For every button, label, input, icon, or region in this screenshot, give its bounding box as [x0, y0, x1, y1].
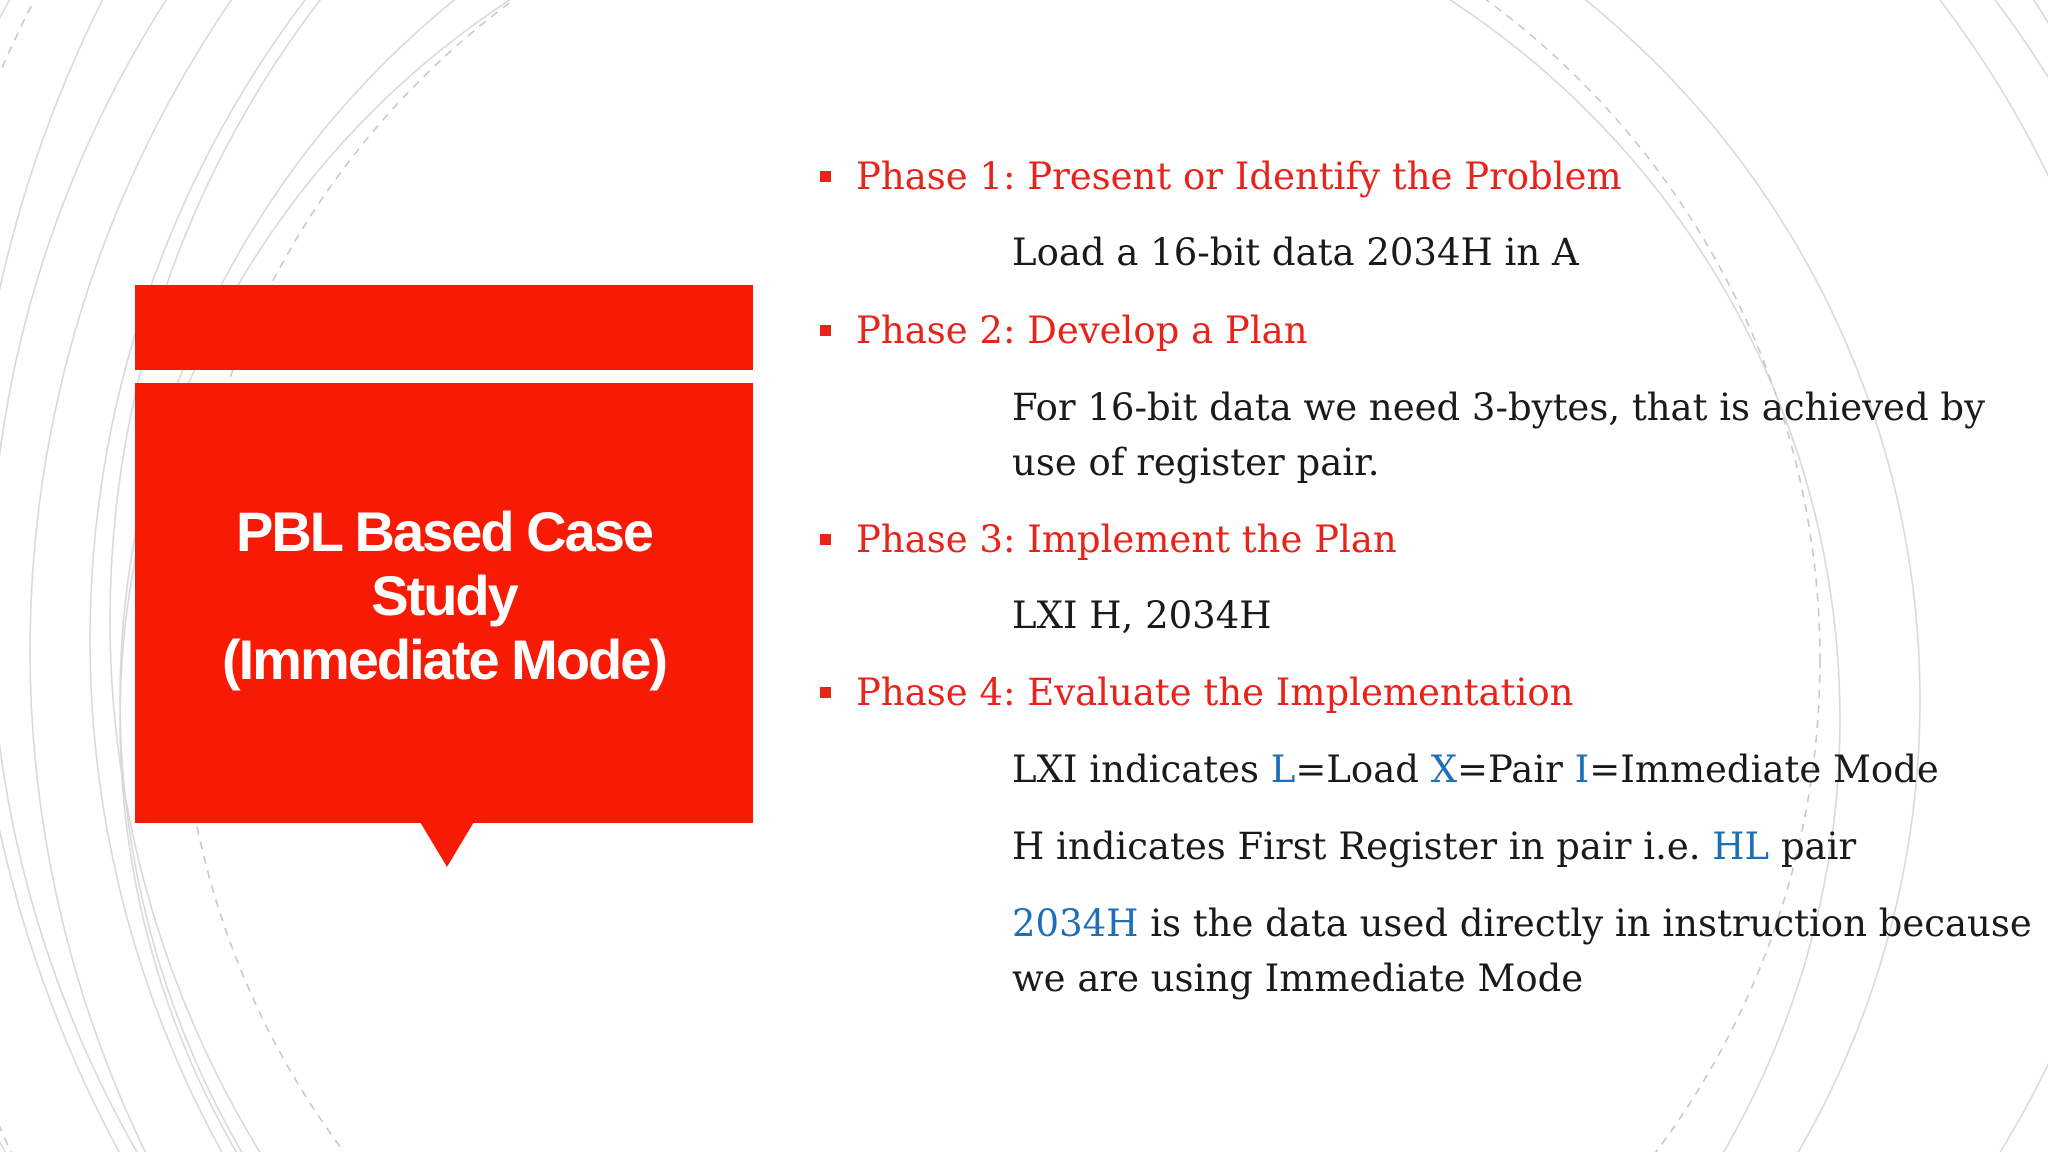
data-line1-rest: is the data used directly in instruction because [1138, 902, 2032, 945]
phase-3-detail: LXI H, 2034H [1012, 594, 1272, 637]
lxi-pair-text: =Pair [1457, 748, 1575, 791]
h-prefix: H indicates First Register in pair i.e. [1012, 825, 1713, 868]
slide-title-line1: PBL Based Case Study [235, 500, 653, 627]
phase-1-detail: Load a 16-bit data 2034H in A [1012, 231, 1579, 274]
lxi-immediate-text: =Immediate Mode [1589, 748, 1939, 791]
phase-1-label: Phase 1: Present or Identify the Problem [856, 155, 1622, 198]
phase-4-lxi-detail [1012, 742, 1939, 797]
square-bullet-icon [820, 534, 831, 545]
lxi-letter-x: X [1430, 748, 1458, 791]
square-bullet-icon [820, 325, 831, 336]
phase-2-detail-line2: use of register pair. [1012, 441, 1380, 484]
phase-4-h-detail [1012, 819, 1856, 874]
phase-2-detail-line1: For 16-bit data we need 3-bytes, that is achieved by [1012, 386, 1985, 429]
square-bullet-icon [820, 687, 831, 698]
phase-4-label: Phase 4: Evaluate the Implementation [856, 671, 1574, 714]
phase-3-label: Phase 3: Implement the Plan [856, 518, 1397, 561]
lxi-prefix: LXI indicates [1012, 748, 1271, 791]
data-value-highlight: 2034H [1012, 902, 1139, 945]
square-bullet-icon [820, 171, 831, 182]
lxi-letter-i: I [1574, 748, 1590, 791]
lxi-letter-l: L [1270, 748, 1296, 791]
phase-4-data-detail-line1 [1012, 896, 2032, 951]
hl-pair-highlight: HL [1712, 825, 1770, 868]
h-suffix: pair [1769, 825, 1857, 868]
slide-title-line2: (Immediate Mode) [221, 628, 667, 691]
phase-4-data-detail-line2: we are using Immediate Mode [1012, 957, 1584, 1000]
lxi-load-text: =Load [1295, 748, 1431, 791]
phase-2-label: Phase 2: Develop a Plan [856, 309, 1308, 352]
